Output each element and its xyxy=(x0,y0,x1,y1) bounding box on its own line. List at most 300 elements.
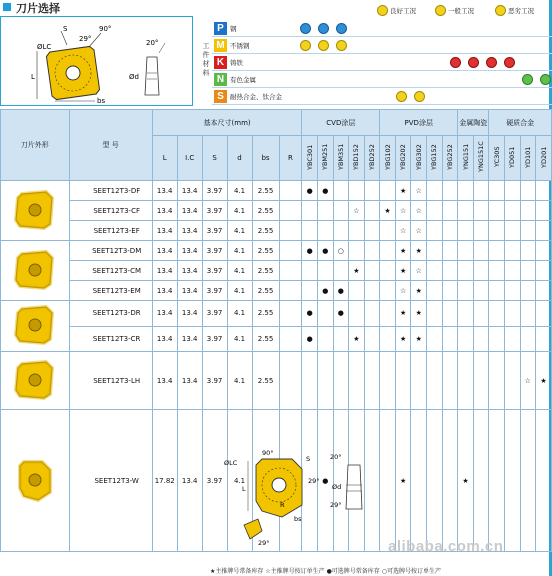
dim-cell: 3.97 xyxy=(202,281,227,301)
grade-mark-cell: ● xyxy=(333,281,349,301)
grade-mark-cell xyxy=(473,201,489,221)
grade-badge-n: N xyxy=(214,73,227,86)
col-header-dim: I.C xyxy=(177,136,202,181)
grade-mark-cell xyxy=(520,301,536,327)
grade-mark-cell xyxy=(520,326,536,352)
grade-mark-cell xyxy=(317,261,333,281)
dim-cell: 13.4 xyxy=(177,221,202,241)
dim-cell xyxy=(279,181,302,201)
insert-shape-cell xyxy=(1,181,70,241)
model-cell: SEET12T3-LH xyxy=(69,352,152,410)
model-cell: SEET12T3-DM xyxy=(69,241,152,261)
grade-mark-cell xyxy=(489,281,505,301)
dim-cell: 13.4 xyxy=(177,201,202,221)
grade-mark-cell xyxy=(427,221,443,241)
grade-name-cast-iron: 铸铁 xyxy=(230,59,243,67)
grade-mark-cell: ☆ xyxy=(411,201,427,221)
grade-mark-cell xyxy=(536,201,552,221)
square-insert-icon xyxy=(12,246,58,296)
col-header-grade xyxy=(489,136,505,181)
grade-mark-cell xyxy=(380,261,396,281)
label-bs: bs xyxy=(294,515,302,523)
label-lc: ØLC xyxy=(37,43,52,51)
grade-mark-cell xyxy=(442,281,458,301)
face-icon xyxy=(522,74,533,85)
dim-cell: 2.55 xyxy=(252,241,279,261)
label-s: S xyxy=(63,25,68,33)
square-insert-icon xyxy=(12,186,58,236)
dim-cell: 4.1 xyxy=(227,281,252,301)
grade-mark-cell xyxy=(520,281,536,301)
model-cell: SEET12T3-DR xyxy=(69,301,152,327)
grade-name-steel: 钢 xyxy=(230,25,237,33)
dim-cell: 13.4 xyxy=(152,326,177,352)
label-20deg: 20° xyxy=(330,453,342,461)
col-header-grade xyxy=(411,136,427,181)
grade-mark-cell xyxy=(473,261,489,281)
dim-cell: 17.82 xyxy=(152,410,177,552)
grade-mark-cell xyxy=(364,201,380,221)
grade-mark-cell xyxy=(520,241,536,261)
grade-mark-cell xyxy=(536,326,552,352)
grade-mark-cell xyxy=(504,261,520,281)
neutral-face-icon xyxy=(435,5,446,16)
grade-mark-cell xyxy=(380,281,396,301)
model-cell: SEET12T3-CR xyxy=(69,326,152,352)
dim-cell: 13.4 xyxy=(177,241,202,261)
grade-mark-cell: ☆ xyxy=(395,281,411,301)
dim-cell: 4.1 xyxy=(227,221,252,241)
table-row xyxy=(1,221,552,241)
label-29deg-small: 29° xyxy=(258,539,270,547)
grade-mark-cell xyxy=(364,301,380,327)
model-cell: SEET12T3-W xyxy=(69,410,152,552)
dim-cell xyxy=(279,281,302,301)
grade-mark-cell: ● xyxy=(333,301,349,327)
dim-cell: 13.4 xyxy=(152,201,177,221)
good-face-icon xyxy=(300,40,311,51)
dim-cell: 3.97 xyxy=(202,326,227,352)
grade-mark-cell xyxy=(333,261,349,281)
grade-mark-cell xyxy=(302,201,318,221)
col-header-grade xyxy=(473,136,489,181)
legend-normal xyxy=(435,5,474,16)
label-90deg: 90° xyxy=(262,449,274,457)
grade-mark-cell: ★ xyxy=(536,352,552,410)
smile-face-icon xyxy=(377,5,388,16)
grade-label: YD101 xyxy=(523,146,532,168)
dim-cell xyxy=(279,201,302,221)
col-header-dim: L xyxy=(152,136,177,181)
grade-mark-cell xyxy=(473,181,489,201)
col-header-model: 型 号 xyxy=(69,110,152,181)
grade-mark-cell: ★ xyxy=(411,281,427,301)
model-cell: SEET12T3-CM xyxy=(69,261,152,281)
col-header-grade xyxy=(442,136,458,181)
dim-cell xyxy=(279,301,302,327)
label-29deg-side: 29° xyxy=(330,501,342,509)
col-header-dim: d xyxy=(227,136,252,181)
grade-mark-cell: ★ xyxy=(395,241,411,261)
legend-footnote: ★主推牌号常备库存 ☆主推牌号按订单生产 ●可选牌号常备库存 ○可选牌号按订单生产 xyxy=(210,568,441,575)
grade-mark-cell xyxy=(427,281,443,301)
grade-mark-cell: ★ xyxy=(395,410,411,552)
grade-mark-cell xyxy=(317,221,333,241)
grade-mark-cell xyxy=(489,352,505,410)
dim-cell: 13.4 xyxy=(177,261,202,281)
dim-cell xyxy=(279,261,302,281)
grade-mark-cell xyxy=(364,326,380,352)
grade-mark-cell: ● xyxy=(302,301,318,327)
grade-mark-cell xyxy=(317,326,333,352)
table-row xyxy=(1,181,552,201)
table-row xyxy=(1,261,552,281)
wiper-insert-icon xyxy=(12,456,58,506)
grade-mark-cell xyxy=(520,410,536,552)
grade-mark-cell xyxy=(349,301,365,327)
grade-mark-cell xyxy=(536,261,552,281)
dim-cell xyxy=(279,241,302,261)
col-header-grade xyxy=(504,136,520,181)
grade-faces-k xyxy=(300,54,552,71)
col-header-dim: bs xyxy=(252,136,279,181)
grade-mark-cell: ☆ xyxy=(411,221,427,241)
dim-cell: 3.97 xyxy=(202,261,227,281)
grade-mark-cell xyxy=(473,301,489,327)
grade-mark-cell: ☆ xyxy=(395,201,411,221)
material-grade-matrix xyxy=(200,20,552,106)
grade-row-n xyxy=(212,71,552,88)
legend-good-label: 良好工况 xyxy=(390,7,416,15)
dim-cell: 13.4 xyxy=(177,281,202,301)
grade-mark-cell xyxy=(520,221,536,241)
grade-mark-cell xyxy=(458,326,474,352)
face-icon xyxy=(414,91,425,102)
grade-mark-cell xyxy=(536,410,552,552)
grade-mark-cell xyxy=(380,221,396,241)
face-icon xyxy=(540,74,551,85)
insert-shape-cell xyxy=(1,301,70,352)
dim-cell: 13.4 xyxy=(177,181,202,201)
grade-mark-cell xyxy=(504,326,520,352)
good-face-icon xyxy=(336,40,347,51)
grade-mark-cell: ● xyxy=(317,281,333,301)
model-cell: SEET12T3-CF xyxy=(69,201,152,221)
condition-legend xyxy=(377,5,552,21)
dim-cell: 2.55 xyxy=(252,181,279,201)
grade-mark-cell xyxy=(489,221,505,241)
grade-mark-cell xyxy=(489,261,505,281)
dim-cell: 13.4 xyxy=(152,221,177,241)
grade-mark-cell xyxy=(442,241,458,261)
grade-mark-cell xyxy=(349,281,365,301)
dim-cell: 4.1 xyxy=(227,261,252,281)
grade-mark-cell xyxy=(473,326,489,352)
grade-mark-cell xyxy=(380,326,396,352)
grade-mark-cell xyxy=(458,352,474,410)
dim-cell: 13.4 xyxy=(177,352,202,410)
grade-mark-cell xyxy=(442,301,458,327)
col-header-grade xyxy=(458,136,474,181)
face-icon xyxy=(450,57,461,68)
grade-mark-cell xyxy=(504,181,520,201)
grade-mark-cell xyxy=(364,181,380,201)
grade-mark-cell: ★ xyxy=(395,326,411,352)
grade-mark-cell xyxy=(458,281,474,301)
grade-mark-cell xyxy=(458,181,474,201)
grade-name-stainless: 不锈钢 xyxy=(230,42,250,50)
dim-cell: 3.97 xyxy=(202,221,227,241)
grade-mark-cell xyxy=(427,410,443,552)
dim-cell: 2.55 xyxy=(252,201,279,221)
dim-cell: 2.55 xyxy=(252,301,279,327)
dim-cell: 3.97 xyxy=(202,410,227,552)
grade-name-heat-resistant: 耐热合金、钛合金 xyxy=(230,93,282,101)
grade-mark-cell xyxy=(302,352,318,410)
material-vertical-label: 工件材料 xyxy=(202,42,210,77)
grade-mark-cell xyxy=(442,201,458,221)
grade-mark-cell xyxy=(504,281,520,301)
face-icon xyxy=(396,91,407,102)
col-header-dim: S xyxy=(202,136,227,181)
grade-label: YNG151 xyxy=(461,143,470,171)
grade-mark-cell: ☆ xyxy=(411,261,427,281)
table-row xyxy=(1,201,552,221)
col-header-grade xyxy=(520,136,536,181)
col-group-cermet: 金属陶瓷 xyxy=(458,110,489,136)
dim-cell: 13.4 xyxy=(152,301,177,327)
dim-cell: 4.1 xyxy=(227,241,252,261)
grade-mark-cell xyxy=(442,410,458,552)
grade-mark-cell xyxy=(427,352,443,410)
dim-cell: 13.4 xyxy=(177,410,202,552)
grade-label: YBG152 xyxy=(430,144,439,170)
grade-mark-cell xyxy=(504,221,520,241)
label-lc: ØLC xyxy=(224,459,238,467)
grade-mark-cell xyxy=(302,221,318,241)
grade-mark-cell xyxy=(504,241,520,261)
grade-mark-cell: ★ xyxy=(411,241,427,261)
sad-face-icon xyxy=(495,5,506,16)
dim-cell: 2.55 xyxy=(252,281,279,301)
dim-cell: 3.97 xyxy=(202,181,227,201)
grade-label: YBM351 xyxy=(336,143,345,171)
grade-mark-cell xyxy=(458,261,474,281)
grade-mark-cell: ☆ xyxy=(349,201,365,221)
grade-mark-cell xyxy=(473,241,489,261)
dim-cell: 3.97 xyxy=(202,201,227,221)
col-header-grade xyxy=(395,136,411,181)
grade-mark-cell xyxy=(333,221,349,241)
grade-mark-cell xyxy=(411,410,427,552)
col-header-grade xyxy=(333,136,349,181)
grade-mark-cell xyxy=(458,221,474,241)
grade-mark-cell xyxy=(442,261,458,281)
grade-mark-cell xyxy=(458,301,474,327)
grade-faces-p xyxy=(300,20,552,37)
grade-label: YBG202 xyxy=(399,144,408,170)
square-insert-icon xyxy=(12,301,58,351)
grade-mark-cell xyxy=(427,326,443,352)
dim-cell: 2.55 xyxy=(252,261,279,281)
dim-cell: 4.1 xyxy=(227,352,252,410)
dim-cell: 13.4 xyxy=(152,352,177,410)
grade-mark-cell xyxy=(473,410,489,552)
grade-row-p xyxy=(212,20,552,37)
dim-cell: 3.97 xyxy=(202,241,227,261)
wiper-insert-diagram xyxy=(222,447,392,555)
table-row xyxy=(1,241,552,261)
grade-mark-cell xyxy=(427,301,443,327)
dim-cell xyxy=(279,326,302,352)
grade-mark-cell: ☆ xyxy=(411,181,427,201)
grade-mark-cell xyxy=(427,201,443,221)
col-header-grade xyxy=(364,136,380,181)
col-header-grade xyxy=(536,136,552,181)
grade-mark-cell xyxy=(333,181,349,201)
dim-cell: 4.1 xyxy=(227,201,252,221)
grade-mark-cell xyxy=(349,221,365,241)
grade-mark-cell: ★ xyxy=(349,261,365,281)
face-icon xyxy=(504,57,515,68)
grade-mark-cell xyxy=(489,181,505,201)
grade-label: YBM251 xyxy=(321,143,330,171)
grade-mark-cell xyxy=(489,241,505,261)
col-header-dim: R xyxy=(279,136,302,181)
grade-mark-cell: ★ xyxy=(411,326,427,352)
dim-cell: 4.1 xyxy=(227,410,252,552)
grade-mark-cell: ○ xyxy=(333,241,349,261)
grade-mark-cell xyxy=(427,181,443,201)
grade-mark-cell xyxy=(520,261,536,281)
grade-faces-s xyxy=(300,88,552,105)
dim-cell: 3.97 xyxy=(202,352,227,410)
grade-mark-cell xyxy=(427,241,443,261)
grade-mark-cell xyxy=(427,261,443,281)
grade-label: YBG302 xyxy=(414,144,423,170)
label-bs: bs xyxy=(97,97,106,105)
grade-row-k xyxy=(212,54,552,71)
grade-mark-cell: ★ xyxy=(395,301,411,327)
grade-mark-cell: ☆ xyxy=(520,352,536,410)
grade-badge-m: M xyxy=(214,39,227,52)
insert-shape-cell xyxy=(1,410,70,552)
grade-mark-cell xyxy=(364,241,380,261)
good-face-icon xyxy=(300,23,311,34)
grade-mark-cell xyxy=(317,352,333,410)
grade-label: YD051 xyxy=(508,146,517,168)
grade-mark-cell xyxy=(536,301,552,327)
col-header-grade xyxy=(317,136,333,181)
col-header-grade xyxy=(427,136,443,181)
grade-mark-cell xyxy=(504,301,520,327)
grade-mark-cell xyxy=(473,221,489,241)
grade-label: YBG252 xyxy=(445,144,454,170)
grade-mark-cell xyxy=(380,352,396,410)
grade-mark-cell xyxy=(380,241,396,261)
label-d: Ød xyxy=(129,73,139,81)
grade-mark-cell: ● xyxy=(302,241,318,261)
dim-cell: 13.4 xyxy=(177,326,202,352)
insert-drawing xyxy=(1,17,194,107)
label-29deg: 29° xyxy=(308,477,320,485)
grade-mark-cell xyxy=(349,241,365,261)
grade-mark-cell: ★ xyxy=(411,301,427,327)
grade-mark-cell xyxy=(536,281,552,301)
grade-mark-cell xyxy=(520,201,536,221)
good-face-icon xyxy=(318,23,329,34)
dim-cell: 3.97 xyxy=(202,301,227,327)
grade-mark-cell xyxy=(333,201,349,221)
good-face-icon xyxy=(336,23,347,34)
grade-mark-cell xyxy=(442,181,458,201)
grade-mark-cell: ★ xyxy=(395,261,411,281)
dim-cell xyxy=(279,352,302,410)
grade-mark-cell xyxy=(364,261,380,281)
grade-mark-cell xyxy=(349,352,365,410)
dim-cell: 13.4 xyxy=(177,301,202,327)
dim-cell: 4.1 xyxy=(227,326,252,352)
table-row xyxy=(1,352,552,410)
dim-cell: 2.55 xyxy=(252,352,279,410)
legend-bad-label: 恶劣工况 xyxy=(508,7,534,15)
col-header-grade xyxy=(302,136,318,181)
label-r: R xyxy=(280,501,285,509)
grade-mark-cell xyxy=(504,410,520,552)
grade-mark-cell xyxy=(442,326,458,352)
grade-badge-p: P xyxy=(214,22,227,35)
grade-row-m xyxy=(212,37,552,54)
table-row xyxy=(1,281,552,301)
grade-mark-cell: ★ xyxy=(380,201,396,221)
grade-mark-cell xyxy=(333,326,349,352)
square-insert-icon xyxy=(12,356,58,406)
grade-mark-cell xyxy=(536,181,552,201)
grade-mark-cell xyxy=(489,301,505,327)
model-cell: SEET12T3-EF xyxy=(69,221,152,241)
label-90deg: 90° xyxy=(99,25,112,33)
grade-mark-cell: ☆ xyxy=(395,221,411,241)
grade-badge-k: K xyxy=(214,56,227,69)
insert-shape-cell xyxy=(1,352,70,410)
dim-cell: 13.4 xyxy=(152,241,177,261)
grade-mark-cell xyxy=(442,221,458,241)
grade-faces-n xyxy=(300,71,552,88)
legend-good xyxy=(377,5,416,16)
grade-label: YD201 xyxy=(539,146,548,168)
dim-cell: 2.55 xyxy=(252,221,279,241)
grade-mark-cell: ● xyxy=(317,241,333,261)
grade-mark-cell xyxy=(380,301,396,327)
face-icon xyxy=(468,57,479,68)
grade-mark-cell xyxy=(458,201,474,221)
good-face-icon xyxy=(318,40,329,51)
grade-mark-cell xyxy=(489,326,505,352)
grade-mark-cell xyxy=(489,201,505,221)
grade-mark-cell xyxy=(458,241,474,261)
model-cell: SEET12T3-EM xyxy=(69,281,152,301)
grade-mark-cell: ★ xyxy=(349,326,365,352)
table-row xyxy=(1,301,552,327)
label-20deg: 20° xyxy=(146,39,159,47)
grade-mark-cell: ★ xyxy=(395,181,411,201)
dim-cell: 13.4 xyxy=(152,181,177,201)
grade-label: YBG102 xyxy=(383,144,392,170)
col-header-basic-dims: 基本尺寸(mm) xyxy=(152,110,302,136)
insert-shape-cell xyxy=(1,241,70,301)
grade-mark-cell xyxy=(317,301,333,327)
grade-mark-cell xyxy=(489,410,505,552)
